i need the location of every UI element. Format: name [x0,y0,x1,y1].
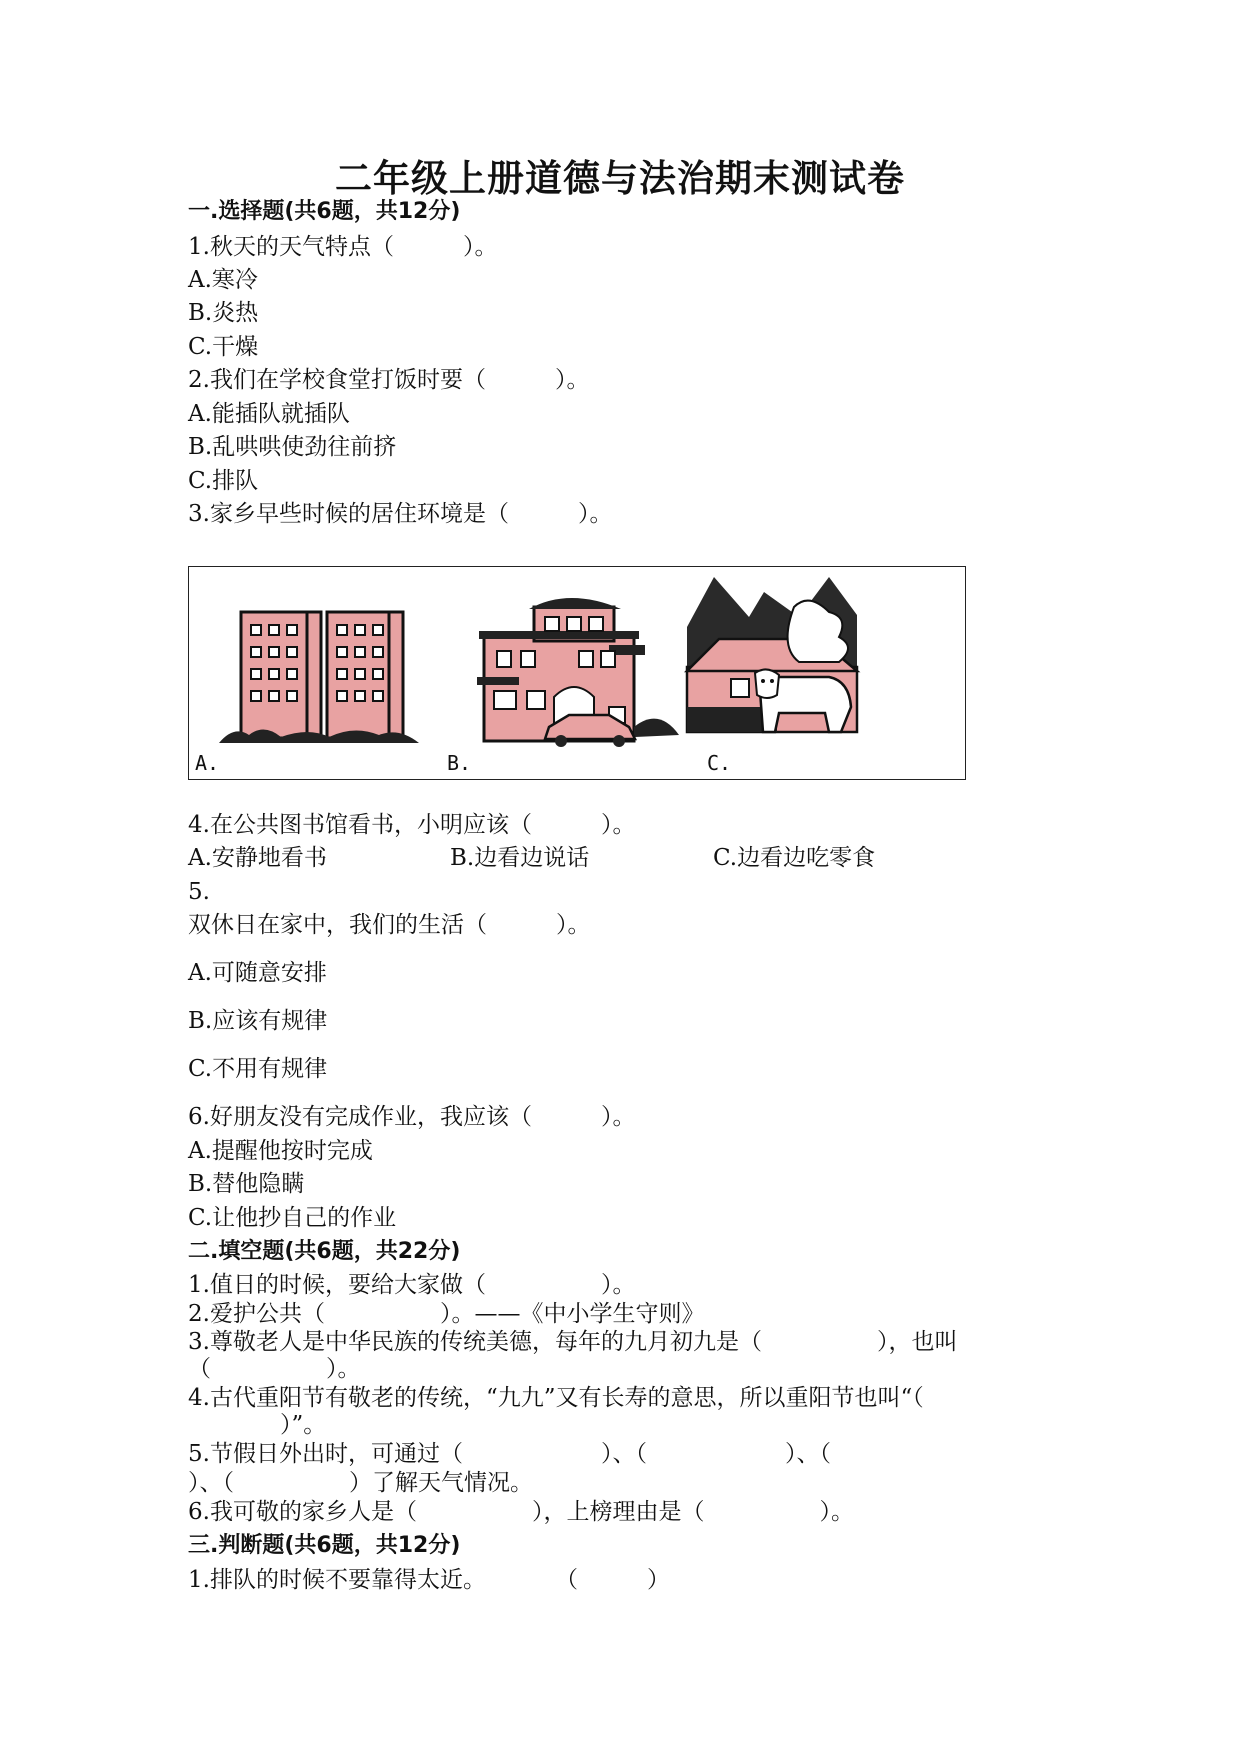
q1-stem: 1.秋天的天气特点（ ）。 [188,234,498,260]
figure-label-a: A. [195,751,220,775]
q3-illustration [189,567,964,778]
q5-option-a: A.可随意安排 [188,960,327,986]
q5-option-b: B.应该有规律 [188,1008,328,1034]
q4-stem: 4.在公共图书馆看书，小明应该（ ）。 [188,812,636,838]
section-2-heading: 二.填空题(共6题，共22分) [188,1239,461,1264]
fill-q5-line2: ）、（ ）了解天气情况。 [188,1470,533,1496]
q4-option-c: C.边看边吃零食 [713,845,876,871]
fill-q4-line2: ）”。 [188,1412,327,1438]
q6-option-b: B.替他隐瞒 [188,1171,305,1197]
q1-option-c: C.干燥 [188,334,259,360]
villa-house-image [477,598,679,747]
q6-option-c: C.让他抄自己的作业 [188,1205,397,1231]
q5-number: 5. [188,879,210,905]
countryside-house-image [687,577,857,732]
q1-option-a: A.寒冷 [188,267,258,293]
q5-stem: 双休日在家中，我们的生活（ ）。 [188,912,591,938]
q5-option-c: C.不用有规律 [188,1056,328,1082]
figure-label-b: B. [447,751,472,775]
q2-stem: 2.我们在学校食堂打饭时要（ ）。 [188,367,590,393]
fill-q3-line1: 3.尊敬老人是中华民族的传统美德，每年的九月初九是（ ），也叫 [188,1329,958,1355]
q2-option-b: B.乱哄哄使劲往前挤 [188,434,397,460]
q2-option-c: C.排队 [188,468,259,494]
fill-q2: 2.爱护公共（ ）。——《中小学生守则》 [188,1301,705,1327]
q4-option-a: A.安静地看书 [188,845,327,871]
section-3-heading: 三.判断题(共6题，共12分) [188,1533,461,1558]
q6-option-a: A.提醒他按时完成 [188,1138,373,1164]
section-1-heading: 一.选择题(共6题，共12分) [188,199,461,224]
figure-label-c: C. [707,751,732,775]
fill-q1: 1.值日的时候，要给大家做（ ）。 [188,1272,636,1298]
judge-q1: 1.排队的时候不要靠得太近。 （ ） [188,1567,670,1593]
q4-option-b: B.边看边说话 [450,845,590,871]
q2-option-a: A.能插队就插队 [188,401,350,427]
q4-options [188,844,948,872]
fill-q6: 6.我可敬的家乡人是（ ），上榜理由是（ ）。 [188,1499,854,1525]
q3-figure [188,566,966,780]
fill-q5-line1: 5.节假日外出时，可通过（ ）、（ ）、（ [188,1441,831,1467]
fill-q3-line2: （ ）。 [188,1356,361,1382]
apartment-buildings-image [219,612,419,743]
q6-stem: 6.好朋友没有完成作业，我应该（ ）。 [188,1104,636,1130]
page-title: 二年级上册道德与法治期末测试卷 [335,156,905,200]
q1-option-b: B.炎热 [188,300,259,326]
fill-q4-line1: 4.古代重阳节有敬老的传统，“九九”又有长寿的意思，所以重阳节也叫“（ [188,1385,924,1411]
q3-stem: 3.家乡早些时候的居住环境是（ ）。 [188,501,613,527]
